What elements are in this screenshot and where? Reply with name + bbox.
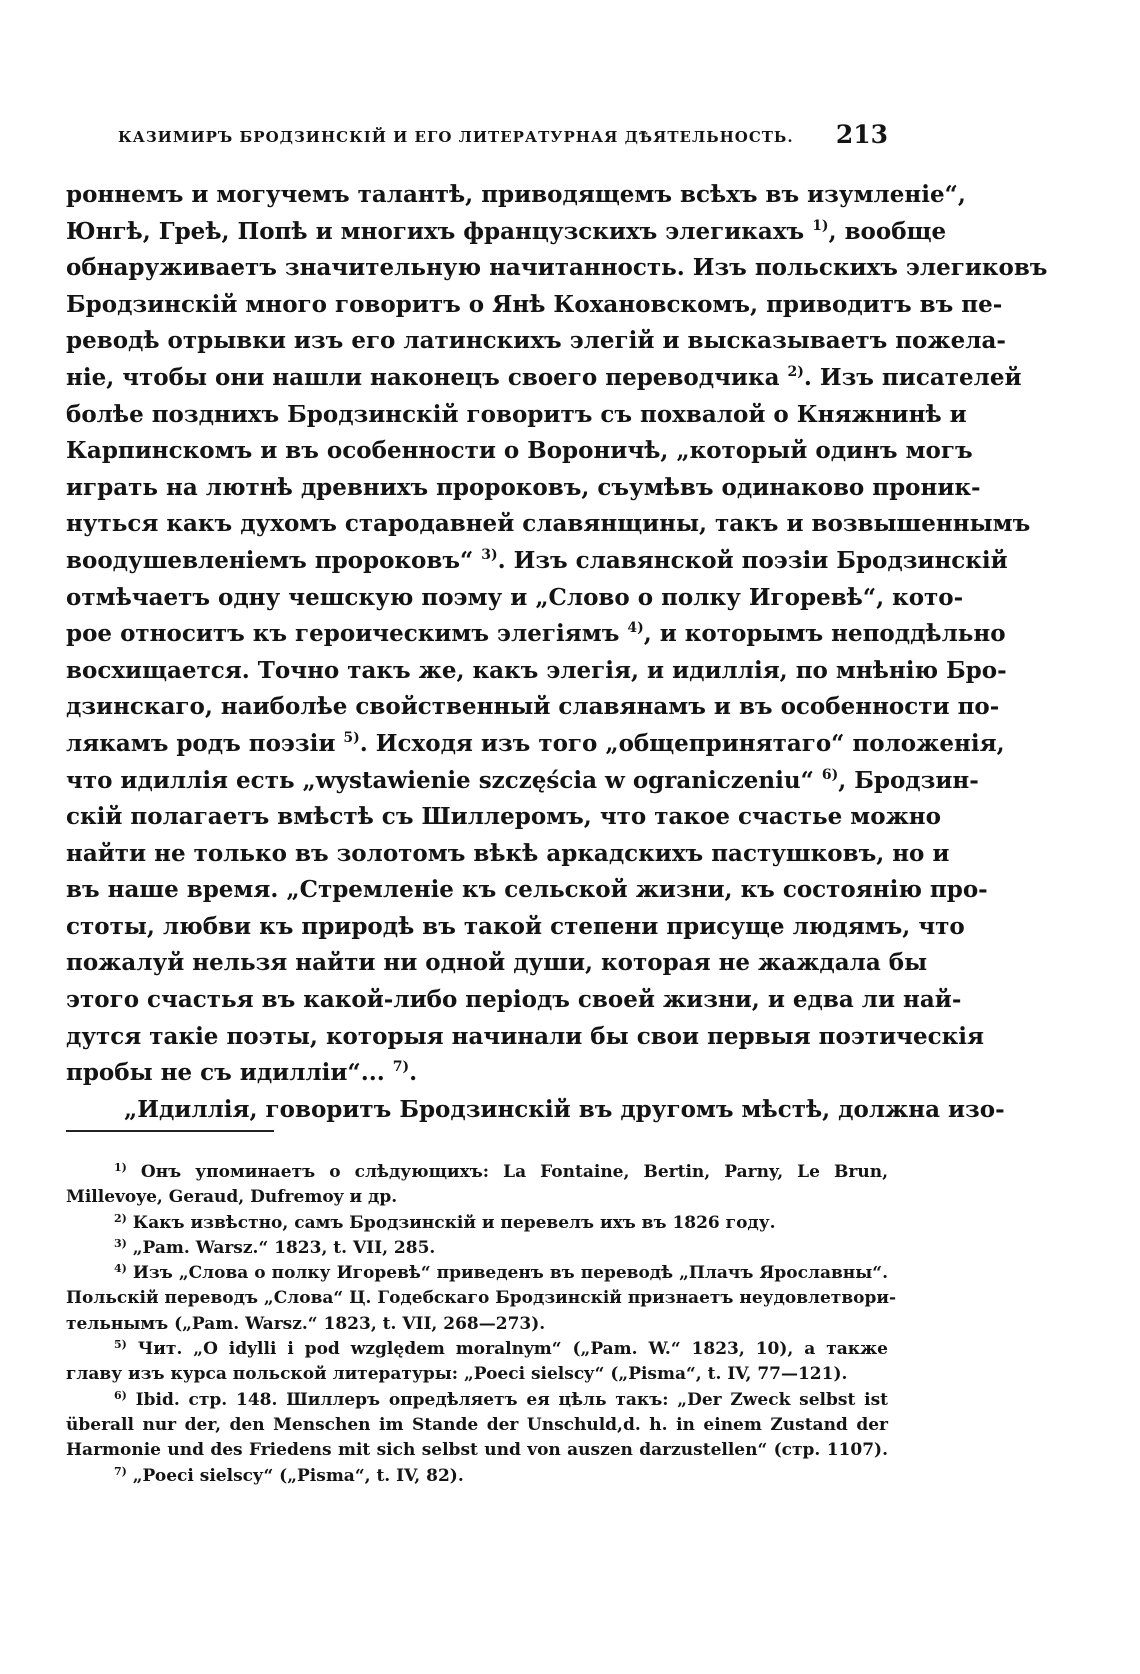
body-line	[66, 323, 1006, 360]
body-line-text: этого счастья въ какой-либо періодъ своей жизни, и едва ли най-	[66, 986, 962, 1014]
body-line-text: скій полагаетъ вмѣстѣ съ Шиллеромъ, что такое счастье можно	[66, 803, 941, 831]
running-head: КАЗИМИРЪ БРОДЗИНСКІЙ И ЕГО ЛИТЕРАТУРНАЯ ДѢЯТЕЛЬНОСТЬ.	[118, 128, 794, 146]
body-line	[66, 1092, 1005, 1129]
body-line-text: Юнгѣ, Греѣ, Попѣ и многихъ французскихъ элегикахъ	[66, 217, 813, 245]
body-line	[66, 214, 947, 251]
body-line	[66, 506, 1031, 543]
body-line	[66, 945, 928, 982]
footnote-line	[66, 1413, 888, 1438]
footnote-line	[66, 1236, 888, 1261]
footnote-number: 7)	[114, 1464, 127, 1478]
footnote-line	[66, 1337, 888, 1362]
footnote-ref: 3)	[481, 546, 498, 563]
footnote-line	[66, 1261, 888, 1286]
footnote-text: тельнымъ („Pam. Warsz.“ 1823, t. VII, 268—273).	[66, 1313, 546, 1334]
body-line	[66, 689, 1000, 726]
footnote-number: 3)	[114, 1236, 127, 1250]
body-line	[66, 909, 965, 946]
body-text	[66, 177, 1048, 1128]
body-line-text: ніе, чтобы они нашли наконецъ своего переводчика	[66, 363, 788, 391]
footnote-line	[66, 1185, 888, 1210]
body-line-text: рое относитъ къ героическимъ элегіямъ	[66, 620, 628, 648]
body-line	[66, 616, 1006, 653]
body-line	[66, 177, 966, 214]
body-line	[66, 982, 962, 1019]
body-line-text: играть на лютнѣ древнихъ пророковъ, съумѣвъ одинаково проник-	[66, 473, 981, 501]
body-line-text: что идиллія есть „wystawienie szczęścia w ograniczeniu“	[66, 766, 822, 794]
footnote-line	[66, 1362, 888, 1387]
body-line-text: , вообще	[828, 217, 947, 245]
body-line	[66, 653, 1007, 690]
body-line-text: реводѣ отрывки изъ его латинскихъ элегій и высказываетъ пожела-	[66, 327, 1006, 355]
footnote-text: Harmonie und des Friedens mit sich selbst und von auszen darzustellen“ (стр. 1107).	[66, 1440, 888, 1461]
body-line	[66, 726, 1005, 763]
body-line	[66, 836, 950, 873]
body-line-text: воодушевленіемъ пророковъ“	[66, 546, 482, 574]
body-line-text: стоты, любви къ природѣ въ такой степени присуще людямъ, что	[66, 912, 965, 940]
body-line-text: „Идиллія, говоритъ Бродзинскій въ другомъ мѣстѣ, должна изо-	[124, 1095, 1005, 1123]
body-line-text: .	[409, 1059, 418, 1087]
body-line	[66, 250, 1048, 287]
body-line-text: пробы не съ идилліи“...	[66, 1059, 393, 1087]
footnote-number: 5)	[114, 1338, 127, 1352]
body-line-text: найти не только въ золотомъ вѣкѣ аркадскихъ пастушковъ, но и	[66, 839, 950, 867]
footnote-number: 1)	[114, 1161, 127, 1174]
body-line-text: пожалуй нельзя найти ни одной души, которая не жаждала бы	[66, 949, 928, 977]
footnote-text: Какъ извѣстно, самъ Бродзинскій и перевелъ ихъ въ 1826 году.	[126, 1212, 776, 1233]
footnote-rule	[66, 1130, 274, 1132]
body-line	[66, 360, 1022, 397]
body-line-text: . Изъ славянской поэзіи Бродзинскій	[497, 546, 1008, 574]
body-line	[66, 763, 979, 800]
body-line-text: дзинскаго, наиболѣе свойственный славянамъ и въ особенности по-	[66, 693, 1000, 721]
page-number: 213	[835, 120, 888, 149]
page-header	[118, 118, 888, 158]
footnote-line	[66, 1312, 888, 1337]
body-line-text: обнаруживаетъ значительную начитанность. Изъ польскихъ элегиковъ	[66, 254, 1048, 282]
footnote-ref: 7)	[392, 1059, 410, 1076]
body-line	[66, 580, 964, 617]
footnote-ref: 1)	[812, 217, 829, 234]
footnote-line	[66, 1211, 888, 1236]
footnote-number: 2)	[114, 1211, 127, 1225]
body-line	[66, 1055, 888, 1092]
footnote-ref: 4)	[627, 620, 644, 637]
footnote-text: Чит. „O idylli i pod względem moralnym“ („Pam. W.“ 1823, 10), а также	[126, 1339, 888, 1360]
body-line	[66, 397, 967, 434]
footnote-text: главу изъ курса польской литературы: „Poeci sielscy“ („Pisma“, t. IV, 77—121).	[66, 1364, 848, 1385]
body-line-text: лякамъ родъ поэзіи	[66, 729, 344, 757]
body-line-text: , Бродзин-	[838, 766, 979, 794]
footnote-text: Millevoye, Geraud, Dufremoy и др.	[66, 1187, 398, 1208]
body-line-text: . Изъ писателей	[803, 363, 1022, 391]
footnote-line	[66, 1388, 888, 1413]
footnote-ref: 6)	[821, 766, 839, 783]
footnote-line	[66, 1160, 888, 1185]
body-line-text: . Исходя изъ того „общепринятаго“ положенія,	[359, 729, 1005, 757]
footnote-ref: 5)	[343, 729, 360, 746]
body-line-text: роннемъ и могучемъ талантѣ, приводящемъ всѣхъ въ изумленіе“,	[66, 181, 966, 208]
body-line-text: восхищается. Точно такъ же, какъ элегія, и идиллія, по мнѣнію Бро-	[66, 656, 1007, 684]
footnote-line	[66, 1286, 897, 1311]
footnote-text: „Pam. Warsz.“ 1823, t. VII, 285.	[126, 1237, 436, 1258]
body-line-text: , и которымъ неподдѣльно	[643, 620, 1006, 648]
body-line-text: дутся такіе поэты, которыя начинали бы свои первыя поэтическія	[66, 1022, 984, 1050]
body-line	[66, 287, 1003, 324]
body-line	[66, 799, 941, 836]
body-line	[66, 543, 1008, 580]
body-line	[66, 470, 981, 507]
body-line	[66, 872, 988, 909]
body-line-text: отмѣчаетъ одну чешскую поэму и „Слово о полку Игоревѣ“, кото-	[66, 583, 964, 611]
body-line-text: Бродзинскій много говоритъ о Янѣ Кохановскомъ, приводитъ въ пе-	[66, 290, 1003, 318]
footnotes	[66, 1160, 897, 1489]
footnote-text: Онъ упоминаетъ о слѣдующихъ: La Fontaine, Bertin, Parny, Le Brun,	[126, 1162, 888, 1182]
footnote-ref: 2)	[787, 363, 804, 380]
body-line-text: болѣе позднихъ Бродзинскій говоритъ съ похвалой о Княжнинѣ и	[66, 400, 967, 428]
body-line-text: нуться какъ духомъ стародавней славянщины, такъ и возвышеннымъ	[66, 510, 1031, 538]
footnote-text: „Poeci sielscy“ („Pisma“, t. IV, 82).	[126, 1465, 464, 1486]
footnote-text: Польскій переводъ „Слова“ Ц. Годебскаго Бродзинскій признаетъ неудовлетвори-	[66, 1288, 897, 1309]
footnote-text: überall nur der, den Menschen im Stande der Unschuld,d. h. in einem Zustand der	[66, 1414, 888, 1435]
body-line-text: въ наше время. „Стремленіе къ сельской жизни, къ состоянію про-	[66, 876, 988, 904]
footnote-line	[66, 1464, 888, 1489]
footnote-text: Ibid. стр. 148. Шиллеръ опредѣляетъ ея цѣль такъ: „Der Zweck selbst ist	[126, 1389, 888, 1410]
body-line	[66, 433, 973, 470]
footnote-line	[66, 1438, 888, 1463]
body-line-text: Карпинскомъ и въ особенности о Вороничѣ, „который одинъ могъ	[66, 437, 973, 465]
body-line	[66, 1019, 984, 1056]
footnote-text: Изъ „Слова о полку Игоревѣ“ приведенъ въ переводѣ „Плачъ Ярославны“.	[126, 1263, 888, 1284]
footnote-number: 6)	[114, 1388, 127, 1402]
footnote-number: 4)	[114, 1262, 127, 1276]
